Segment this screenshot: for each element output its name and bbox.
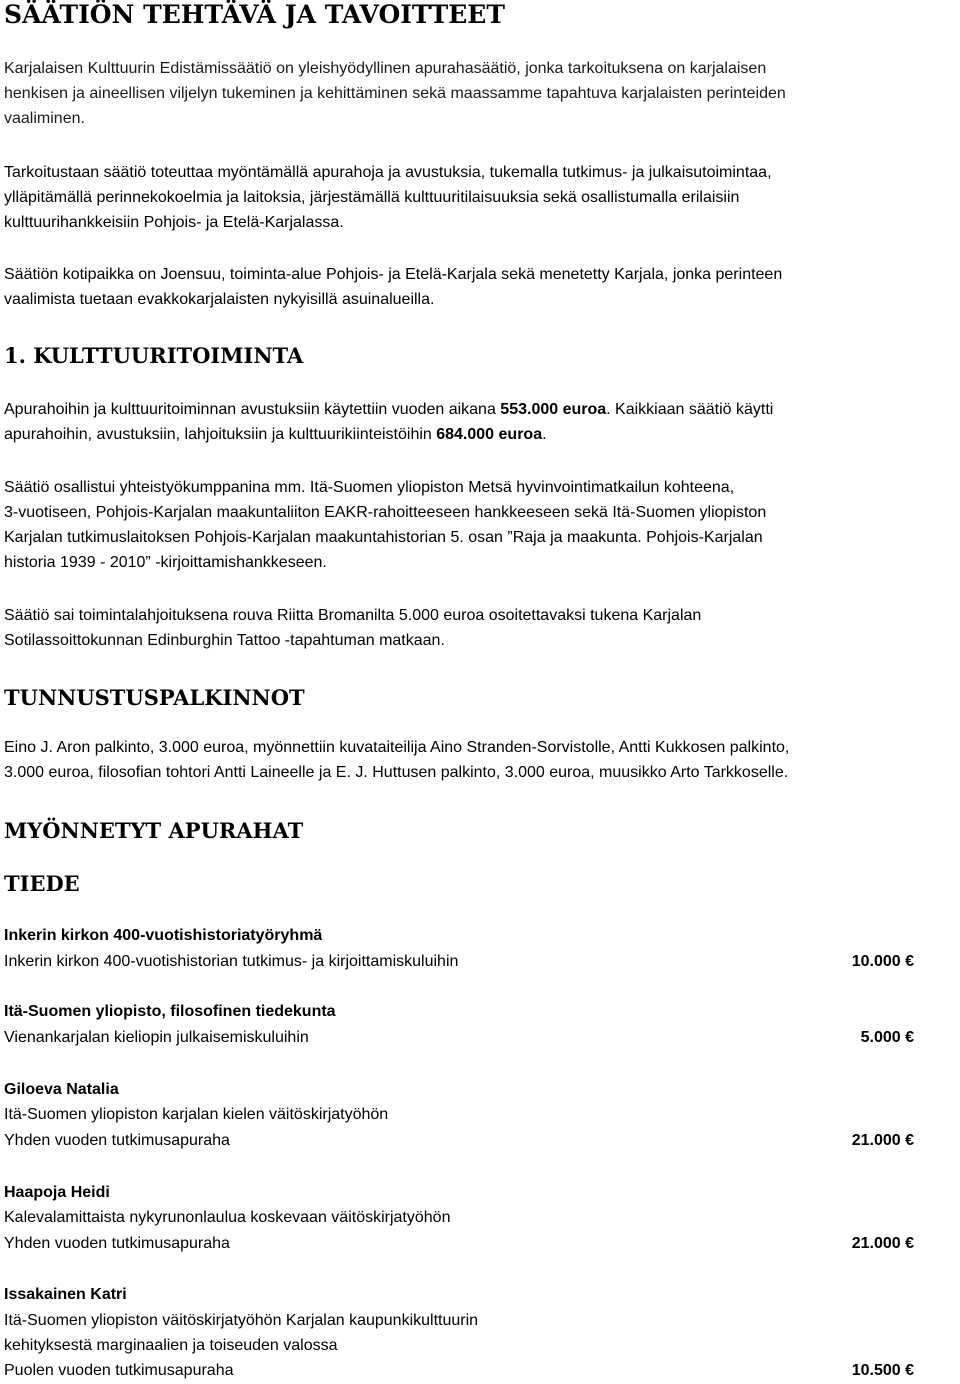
text-line: [4, 422, 956, 447]
euro-icon: €: [905, 1029, 914, 1046]
page-title: SÄÄTIÖN TEHTÄVÄ JA TAVOITTEET: [4, 0, 505, 29]
section-heading-kulttuuritoiminta: 1. KULTTUURITOIMINTA: [4, 343, 304, 368]
text-segment: Apurahoihin ja kulttuuritoiminnan avustuksiin käytettiin vuoden aikana: [4, 401, 501, 418]
euro-icon: €: [905, 1362, 914, 1379]
text-line: vaalimista tuetaan evakkokarjalaisten nykyisillä asuinalueilla.: [4, 291, 435, 308]
grant-recipient: Itä-Suomen yliopisto, filosofinen tiedekunta: [4, 1003, 336, 1020]
text-line: Säätiö osallistui yhteistyökumppanina mm. Itä-Suomen yliopiston Metsä hyvinvointimatkailun kohteena,: [4, 479, 735, 496]
awards-paragraph: [4, 735, 956, 785]
section-heading-myonnetyt-apurahat: MYÖNNETYT APURAHAT: [4, 818, 304, 843]
text-line: historia 1939 - 2010” -kirjoittamishankkeseen.: [4, 554, 327, 571]
grant-amount: [852, 949, 914, 974]
text-segment: apurahoihin, avustuksiin, lahjoituksiin ja kulttuurikiinteistöihin: [4, 426, 437, 443]
grant-recipient: Giloeva Natalia: [4, 1081, 119, 1098]
amount-value: 10.000: [851, 953, 901, 970]
euro-icon: €: [905, 1132, 914, 1149]
section-heading-tunnustuspalkinnot: TUNNUSTUSPALKINNOT: [4, 685, 305, 710]
subheading-tiede: TIEDE: [4, 871, 80, 896]
intro-paragraph-2: [4, 160, 956, 235]
culture-spending-paragraph: [4, 397, 956, 447]
text-line: 3-vuotiseen, Pohjois-Karjalan maakuntaliiton EAKR-rahoitteeseen hankkeeseen sekä Itä-Suomen yliopiston: [4, 504, 767, 521]
text-line: Sotilassoittokunnan Edinburghin Tattoo -tapahtuman matkaan.: [4, 632, 445, 649]
intro-paragraph-1: [4, 56, 956, 131]
grant-recipient: Inkerin kirkon 400-vuotishistoriatyöryhmä: [4, 927, 323, 944]
grant-purpose: Inkerin kirkon 400-vuotishistorian tutkimus- ja kirjoittamiskuluihin: [4, 953, 459, 970]
text-line: Tarkoitustaan säätiö toteuttaa myöntämällä apurahoja ja avustuksia, tukemalla tutkimus- ja julkaisutoimintaa,: [4, 164, 772, 181]
grant-recipient: Issakainen Katri: [4, 1286, 127, 1303]
grant-recipient: Haapoja Heidi: [4, 1184, 110, 1201]
text-line: Eino J. Aron palkinto, 3.000 euroa, myönnettiin kuvataiteilija Aino Stranden-Sorvistolle, Antti Kukkosen palkinto,: [4, 739, 790, 756]
text-line: [4, 397, 956, 422]
text-line: Karjalaisen Kulttuurin Edistämissäätiö on yleishyödyllinen apurahasäätiö, jonka tarkoituksena on karjalaisen: [4, 60, 767, 77]
text-line: Säätiön kotipaikka on Joensuu, toiminta-alue Pohjois- ja Etelä-Karjala sekä menetetty Karjala, jonka perinteen: [4, 266, 783, 283]
grant-purpose: Vienankarjalan kieliopin julkaisemiskuluihin: [4, 1029, 309, 1046]
grant-purpose: Puolen vuoden tutkimusapuraha: [4, 1362, 234, 1379]
partnership-paragraph: [4, 475, 956, 575]
intro-paragraph-3: [4, 262, 956, 312]
text-segment: .: [542, 426, 547, 443]
grant-row: [4, 949, 914, 974]
grant-description: Itä-Suomen yliopiston väitöskirjatyöhön Karjalan kaupunkikulttuurin: [4, 1312, 479, 1329]
grant-row: [4, 1358, 914, 1383]
amount-value: 10.500: [851, 1362, 901, 1379]
amount-value: 21.000: [851, 1132, 901, 1149]
text-line: 3.000 euroa, filosofian tohtori Antti Laineelle ja E. J. Huttusen palkinto, 3.000 euroa, muusikko Arto Tarkkoselle.: [4, 764, 789, 781]
amount-highlight: 684.000 euroa: [436, 426, 543, 443]
text-segment: . Kaikkiaan säätiö käytti: [606, 401, 774, 418]
grant-row: [4, 1025, 914, 1050]
grant-amount: [861, 1025, 914, 1050]
grant-description: kehityksestä marginaalien ja toiseuden valossa: [4, 1337, 338, 1354]
euro-icon: €: [905, 1235, 914, 1252]
text-line: ylläpitämällä perinnekokoelmia ja laitoksia, järjestämällä kulttuuritilaisuuksia sekä osallistumalla erilaisiin: [4, 189, 740, 206]
grant-purpose: Yhden vuoden tutkimusapuraha: [4, 1132, 230, 1149]
grant-description: Kalevalamittaista nykyrunonlaulua koskevaan väitöskirjatyöhön: [4, 1209, 451, 1226]
amount-highlight: 553.000 euroa: [500, 401, 607, 418]
grant-amount: [852, 1358, 914, 1383]
grant-amount: [852, 1231, 914, 1256]
text-line: vaaliminen.: [4, 110, 85, 127]
text-line: Karjalan tutkimuslaitoksen Pohjois-Karjalan maakuntahistorian 5. osan ”Raja ja maakunta. Pohjois-Karjalan: [4, 529, 763, 546]
grant-amount: [852, 1128, 914, 1153]
euro-icon: €: [905, 953, 914, 970]
donation-paragraph: [4, 603, 956, 653]
amount-value: 5.000: [860, 1029, 901, 1046]
grant-row: [4, 1128, 914, 1153]
text-line: henkisen ja aineellisen viljelyn tukeminen ja kehittäminen sekä maassamme tapahtuva karjalaisten perinteiden: [4, 85, 786, 102]
grant-purpose: Yhden vuoden tutkimusapuraha: [4, 1235, 230, 1252]
text-line: kulttuurihankkeisiin Pohjois- ja Etelä-Karjalassa.: [4, 214, 344, 231]
grant-description: Itä-Suomen yliopiston karjalan kielen väitöskirjatyöhön: [4, 1106, 389, 1123]
amount-value: 21.000: [851, 1235, 901, 1252]
grant-row: [4, 1231, 914, 1256]
text-line: Säätiö sai toimintalahjoituksena rouva Riitta Bromanilta 5.000 euroa osoitettavaksi tukena Karjalan: [4, 607, 702, 624]
